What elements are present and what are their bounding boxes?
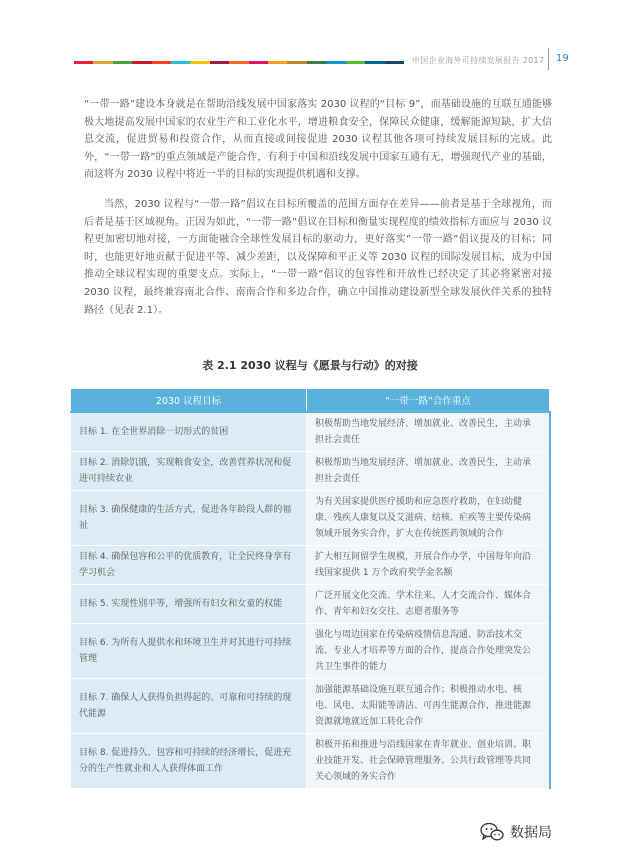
color-bar-segment (346, 61, 365, 64)
color-bar-segment (93, 61, 112, 64)
paragraph: “一带一路”建设本身就是在帮助沿线发展中国家落实 2030 议程的“目标 9”，而基础设施的互联互通能够极大地提高发展中国家的农业生产和工业化水平，增进粮食安全，保障民众健康，缓解能源短缺，扩大信息交流，促进贸易和投资合作，从而直接或间接促进 2030 议程其他各项可持续发展目标的完成。此外，“一带一路”的重点领域是产能合作，有利于中国和沿线发展中国家互通有无，增强现代产业的基础，而这将为 2030 议程中将近一半的目标的实现提供机遇和支撑。 (84, 99, 552, 181)
focus-cell: 为有关国家提供医疗援助和应急医疗救助，在妇幼健康、残疾人康复以及艾滋病、结核、疟疾等主要传染病领域开展务实合作，扩大在传统医药领域的合作 (307, 491, 550, 546)
goal-cell: 目标 1. 在全世界消除一切形式的贫困 (71, 412, 307, 452)
sdg-color-bar (74, 61, 404, 64)
color-bar-segment (171, 61, 190, 64)
color-bar-segment (385, 61, 404, 64)
focus-cell: 积极帮助当地发展经济、增加就业、改善民生，主动承担社会责任 (307, 452, 550, 491)
table-caption: 表 2.1 2030 议程与《愿景与行动》的对接 (202, 359, 418, 372)
color-bar-segment (132, 61, 151, 64)
table-row (71, 412, 550, 452)
color-bar-segment (74, 61, 93, 64)
goal-cell: 目标 3. 确保健康的生活方式，促进各年龄段人群的福祉 (71, 491, 307, 546)
focus-cell: 扩大相互间留学生规模，开展合作办学，中国每年向沿线国家提供 1 万个政府奖学金名额 (307, 546, 550, 585)
table-row (71, 679, 550, 734)
table-row (71, 734, 550, 789)
color-bar-segment (326, 61, 345, 64)
focus-cell: 加强能源基础设施互联互通合作；积极推动水电、核电、风电、太阳能等清洁、可再生能源合作，推进能源资源就地就近加工转化合作 (307, 679, 550, 734)
goal-cell: 目标 7. 确保人人获得负担得起的、可靠和可持续的现代能源 (71, 679, 307, 734)
body-text (84, 96, 552, 331)
table-header-focus: “一带一路”合作重点 (307, 389, 550, 413)
table-row (71, 546, 550, 585)
goals-table (70, 388, 551, 789)
table-row (71, 452, 550, 491)
goal-cell: 目标 6. 为所有人提供水和环境卫生并对其进行可持续管理 (71, 624, 307, 679)
color-bar-segment (229, 61, 248, 64)
paragraph: 当然，2030 议程与“一带一路”倡议在目标所覆盖的范围方面存在差异——前者是基于全球视角，而后者是基于区域视角。正因为如此，“一带一路”倡议在目标和衡量实现程度的绩效指标方面应与 2030 议程更加密切地对接，一方面能融合全球性发展目标的驱动力，更好落实“一带一路”倡议提及的目标；同时，也能更好地贡献于促进平等、减少差距，以及保障和平正义等 2030 议程的国际发展目标，成为中国推动全球议程实现的重要支点。实际上，“一带一路”倡议的包容性和开放性已经决定了其必将紧密对接 2030 议程，最终兼容南北合作、南南合作和多边合作，确立中国推动建设新型全球发展伙伴关系的独特路径（见表 2.1）。 (84, 198, 552, 316)
watermark-text: 数据局 (510, 825, 552, 841)
goal-cell: 目标 5. 实现性别平等，增强所有妇女和女童的权能 (71, 585, 307, 624)
color-bar-segment (113, 61, 132, 64)
table-body (71, 412, 550, 789)
watermark (480, 820, 552, 844)
table-row (71, 624, 550, 679)
color-bar-segment (268, 61, 287, 64)
color-bar-segment (307, 61, 326, 64)
focus-cell: 积极开拓和推进与沿线国家在青年就业、创业培训、职业技能开发、社会保障管理服务、公共行政管理等共同关心领域的务实合作 (307, 734, 550, 789)
table-header-goal: 2030 议程目标 (71, 389, 307, 413)
goal-cell: 目标 2. 消除饥饿，实现粮食安全，改善营养状况和促进可持续农业 (71, 452, 307, 491)
color-bar-segment (190, 61, 209, 64)
focus-cell: 积极帮助当地发展经济、增加就业、改善民生，主动承担社会责任 (307, 412, 550, 452)
focus-cell: 广泛开展文化交流、学术往来、人才交流合作、媒体合作、青年和妇女交往、志愿者服务等 (307, 585, 550, 624)
color-bar-segment (152, 61, 171, 64)
page-number: 19 (548, 48, 569, 70)
focus-cell: 强化与周边国家在传染病疫情信息沟通、防治技术交流、专业人才培养等方面的合作，提高合作处理突发公共卫生事件的能力 (307, 624, 550, 679)
color-bar-segment (287, 61, 306, 64)
table-row (71, 585, 550, 624)
color-bar-segment (210, 61, 229, 64)
color-bar-segment (249, 61, 268, 64)
wechat-icon (480, 822, 504, 842)
running-title: 中国企业海外可持续发展报告 2017 (412, 56, 545, 65)
table-row (71, 491, 550, 546)
color-bar-segment (365, 61, 384, 64)
goal-cell: 目标 4. 确保包容和公平的优质教育，让全民终身享有学习机会 (71, 546, 307, 585)
goal-cell: 目标 8. 促进持久、包容和可持续的经济增长，促进充分的生产性就业和人人获得体面工作 (71, 734, 307, 789)
table-header-row (71, 389, 550, 413)
